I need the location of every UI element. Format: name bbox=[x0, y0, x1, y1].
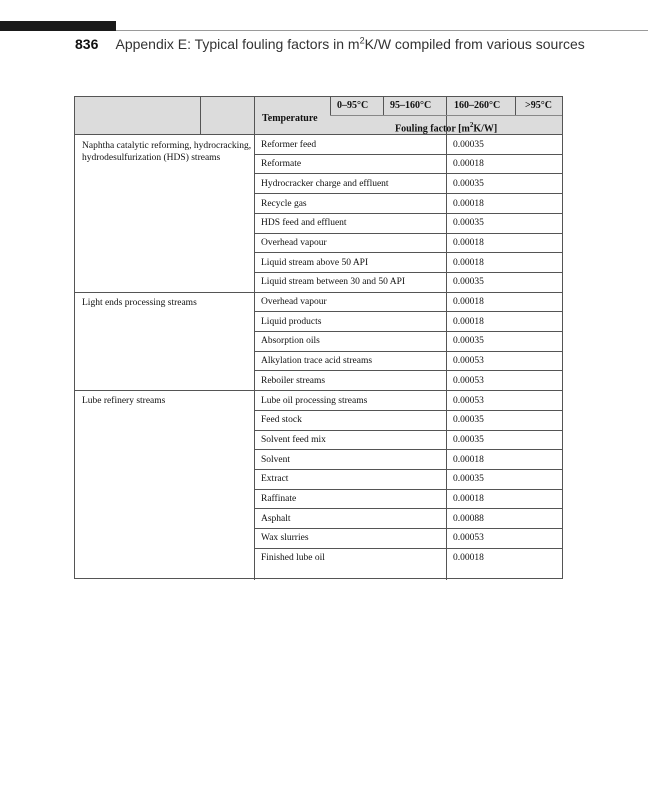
stream-name: Finished lube oil bbox=[261, 553, 325, 563]
header-subrule bbox=[330, 115, 562, 116]
row-divider bbox=[254, 430, 562, 431]
stream-name: Reformate bbox=[261, 159, 302, 169]
group-divider bbox=[75, 390, 562, 391]
header-divider bbox=[330, 97, 331, 115]
group-divider bbox=[75, 292, 562, 293]
row-divider bbox=[254, 233, 562, 234]
row-divider bbox=[254, 489, 562, 490]
stream-name: Liquid stream between 30 and 50 API bbox=[261, 277, 406, 287]
row-divider bbox=[254, 173, 562, 174]
fouling-value: 0.00018 bbox=[453, 494, 484, 504]
row-divider bbox=[254, 548, 562, 549]
fouling-value: 0.00018 bbox=[453, 297, 484, 307]
stream-name: Alkylation trace acid streams bbox=[261, 356, 373, 366]
stream-name: Solvent bbox=[261, 455, 291, 465]
fouling-value: 0.00018 bbox=[453, 238, 484, 248]
temp-range-160-260: 160–260°C bbox=[454, 100, 501, 111]
stream-name: Reformer feed bbox=[261, 140, 317, 150]
fouling-value: 0.00035 bbox=[453, 218, 484, 228]
row-divider bbox=[254, 370, 562, 371]
header-rule-line bbox=[116, 30, 648, 31]
page-number: 836 bbox=[75, 35, 99, 52]
temp-range-above-95: >95°C bbox=[525, 100, 552, 111]
header-divider bbox=[515, 97, 516, 115]
running-header bbox=[75, 35, 585, 52]
temp-range-95-160: 95–160°C bbox=[390, 100, 432, 111]
fouling-value: 0.00035 bbox=[453, 336, 484, 346]
fouling-value: 0.00053 bbox=[453, 376, 484, 386]
row-divider bbox=[254, 508, 562, 509]
fouling-value: 0.00035 bbox=[453, 179, 484, 189]
page-title: Appendix E: Typical fouling factors in $m^2K/W$ compiled from various sources bbox=[115, 35, 585, 52]
fouling-value: 0.00053 bbox=[453, 396, 484, 406]
row-divider bbox=[254, 331, 562, 332]
fouling-factors-table bbox=[74, 96, 563, 579]
fouling-value: 0.00018 bbox=[453, 455, 484, 465]
fouling-value: 0.00018 bbox=[453, 317, 484, 327]
fouling-value: 0.00035 bbox=[453, 140, 484, 150]
fouling-value: 0.00053 bbox=[453, 533, 484, 543]
stream-name: Recycle gas bbox=[261, 199, 307, 209]
fouling-value: 0.00035 bbox=[453, 474, 484, 484]
fouling-factor-label: Fouling factor $[m^2K/W]$ bbox=[395, 121, 498, 135]
header-divider bbox=[383, 97, 384, 115]
row-divider bbox=[254, 193, 562, 194]
stream-name: Liquid stream above 50 API bbox=[261, 258, 369, 268]
stream-name: Feed stock bbox=[261, 415, 302, 425]
row-divider bbox=[254, 528, 562, 529]
fouling-value: 0.00035 bbox=[453, 277, 484, 287]
stream-name: Absorption oils bbox=[261, 336, 320, 346]
row-divider bbox=[254, 252, 562, 253]
fouling-value: 0.00088 bbox=[453, 514, 484, 524]
stream-name: Lube oil processing streams bbox=[261, 396, 368, 406]
fouling-value: 0.00018 bbox=[453, 159, 484, 169]
temperature-label: Temperature bbox=[262, 113, 318, 124]
stream-name: Asphalt bbox=[261, 514, 291, 524]
stream-name: Extract bbox=[261, 474, 289, 484]
stream-name: HDS feed and effluent bbox=[261, 218, 347, 228]
row-divider bbox=[254, 213, 562, 214]
stream-name: Reboiler streams bbox=[261, 376, 326, 386]
row-divider bbox=[254, 469, 562, 470]
header-border bbox=[75, 134, 562, 135]
temp-range-0-95: 0–95°C bbox=[337, 100, 369, 111]
fouling-value: 0.00018 bbox=[453, 199, 484, 209]
row-divider bbox=[254, 449, 562, 450]
stream-name: Liquid products bbox=[261, 317, 322, 327]
stream-name: Wax slurries bbox=[261, 533, 309, 543]
fouling-value: 0.00018 bbox=[453, 553, 484, 563]
category-light-ends: Light ends processing streams bbox=[82, 298, 197, 308]
category-naphtha: Naphtha catalytic reforming, hydrocracking, hydrodesulfurization (HDS) streams bbox=[82, 141, 252, 163]
fouling-value: 0.00035 bbox=[453, 415, 484, 425]
row-divider bbox=[254, 311, 562, 312]
fouling-value: 0.00053 bbox=[453, 356, 484, 366]
stream-name: Raffinate bbox=[261, 494, 297, 504]
stream-name: Overhead vapour bbox=[261, 297, 327, 307]
row-divider bbox=[254, 272, 562, 273]
row-divider bbox=[254, 410, 562, 411]
fouling-value: 0.00018 bbox=[453, 258, 484, 268]
row-divider bbox=[254, 351, 562, 352]
category-lube-refinery: Lube refinery streams bbox=[82, 396, 166, 406]
header-divider bbox=[200, 97, 201, 134]
row-divider bbox=[254, 154, 562, 155]
stream-name: Solvent feed mix bbox=[261, 435, 326, 445]
stream-name: Overhead vapour bbox=[261, 238, 327, 248]
fouling-value: 0.00035 bbox=[453, 435, 484, 445]
stream-name: Hydrocracker charge and effluent bbox=[261, 179, 389, 189]
header-rule-bar bbox=[0, 21, 116, 31]
